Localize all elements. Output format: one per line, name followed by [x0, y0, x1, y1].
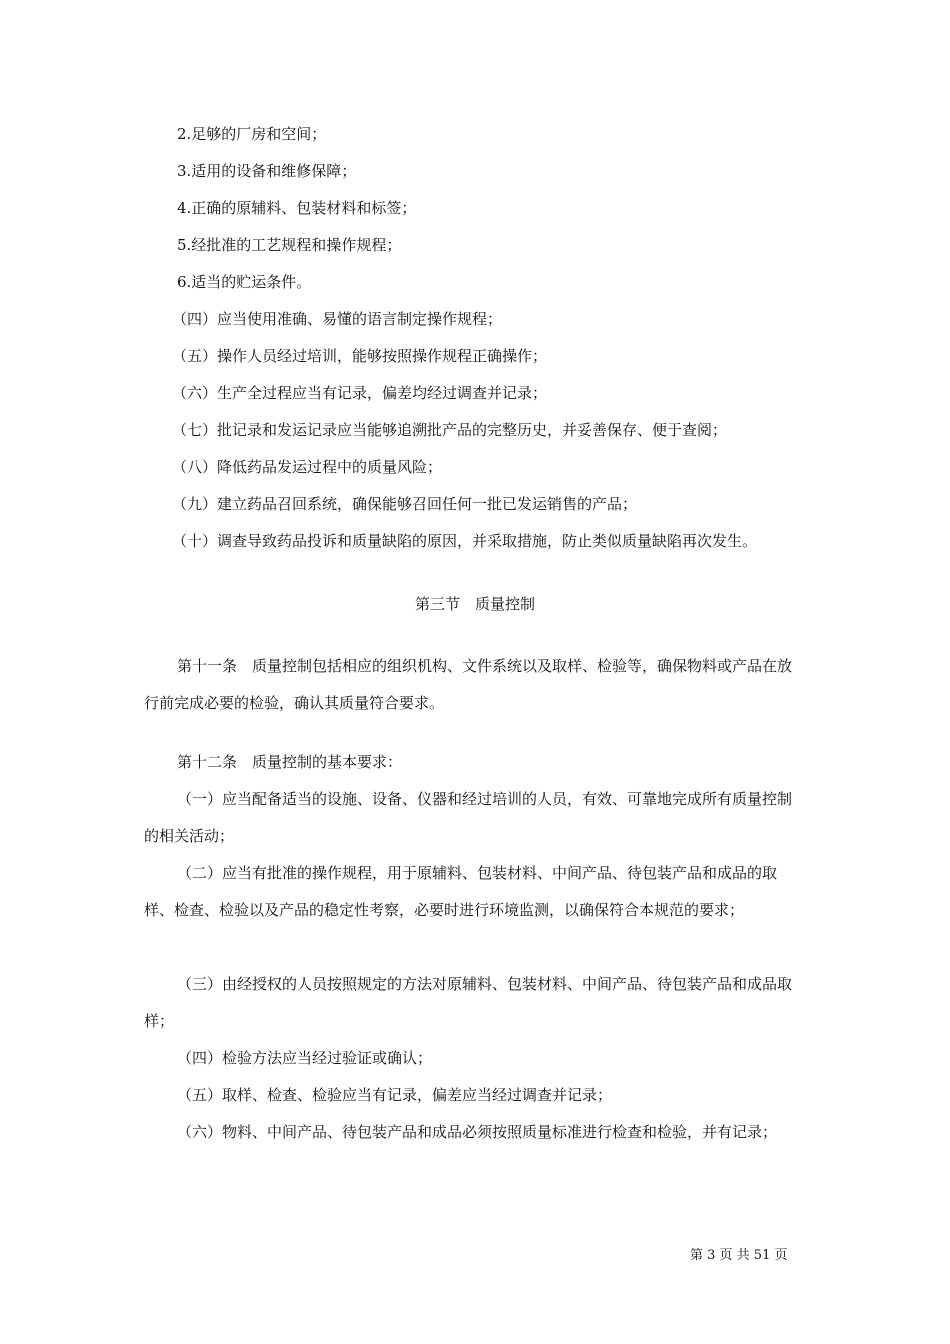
- clause-9: （九）建立药品召回系统，确保能够召回任何一批已发运销售的产品；: [172, 495, 638, 513]
- clause-8: （八）降低药品发运过程中的质量风险；: [172, 458, 443, 476]
- list-item-3: 3.适用的设备和维修保障；: [177, 162, 357, 180]
- clause-7: （七）批记录和发运记录应当能够追溯批产品的完整历史，并妥善保存、便于查阅；: [172, 421, 728, 439]
- qc-clause-6: （六）物料、中间产品、待包装产品和成品必须按照质量标准进行检查和检验，并有记录；: [177, 1123, 778, 1141]
- article-11: 第十一条 质量控制包括相应的组织机构、文件系统以及取样、检验等，确保物料或产品在放行前完成必要的检验，确认其质量符合要求。: [144, 657, 793, 712]
- list-item-6: 6.适当的贮运条件。: [177, 273, 312, 291]
- qc-clause-4: （四）检验方法应当经过验证或确认；: [177, 1049, 433, 1067]
- page-footer: [690, 1246, 787, 1266]
- list-item-2: 2.足够的厂房和空间；: [177, 125, 327, 143]
- list-item-5: 5.经批准的工艺规程和操作规程；: [177, 236, 402, 254]
- clause-6: （六）生产全过程应当有记录，偏差均经过调查并记录；: [172, 384, 548, 402]
- qc-clause-1: （一）应当配备适当的设施、设备、仪器和经过培训的人员，有效、可靠地完成所有质量控制的相关活动；: [144, 790, 793, 845]
- section-title: 第三节 质量控制: [414, 595, 535, 613]
- clause-10: （十）调查导致药品投诉和质量缺陷的原因，并采取措施，防止类似质量缺陷再次发生。: [172, 532, 758, 550]
- list-item-4: 4.正确的原辅料、包装材料和标签；: [177, 199, 417, 217]
- page-number: 第 3 页 共 51 页: [690, 1248, 788, 1263]
- qc-clause-5: （五）取样、检查、检验应当有记录，偏差应当经过调查并记录；: [177, 1086, 613, 1104]
- clause-4: （四）应当使用准确、易懂的语言制定操作规程；: [172, 310, 503, 328]
- clause-5: （五）操作人员经过培训，能够按照操作规程正确操作；: [172, 347, 548, 365]
- qc-clause-2: （二）应当有批准的操作规程，用于原辅料、包装材料、中间产品、待包装产品和成品的取样、检查、检验以及产品的稳定性考察，必要时进行环境监测，以确保符合本规范的要求；: [144, 864, 778, 919]
- article-12: 第十二条 质量控制的基本要求：: [177, 753, 403, 771]
- qc-clause-3: （三）由经授权的人员按照规定的方法对原辅料、包装材料、中间产品、待包装产品和成品取样；: [144, 975, 793, 1030]
